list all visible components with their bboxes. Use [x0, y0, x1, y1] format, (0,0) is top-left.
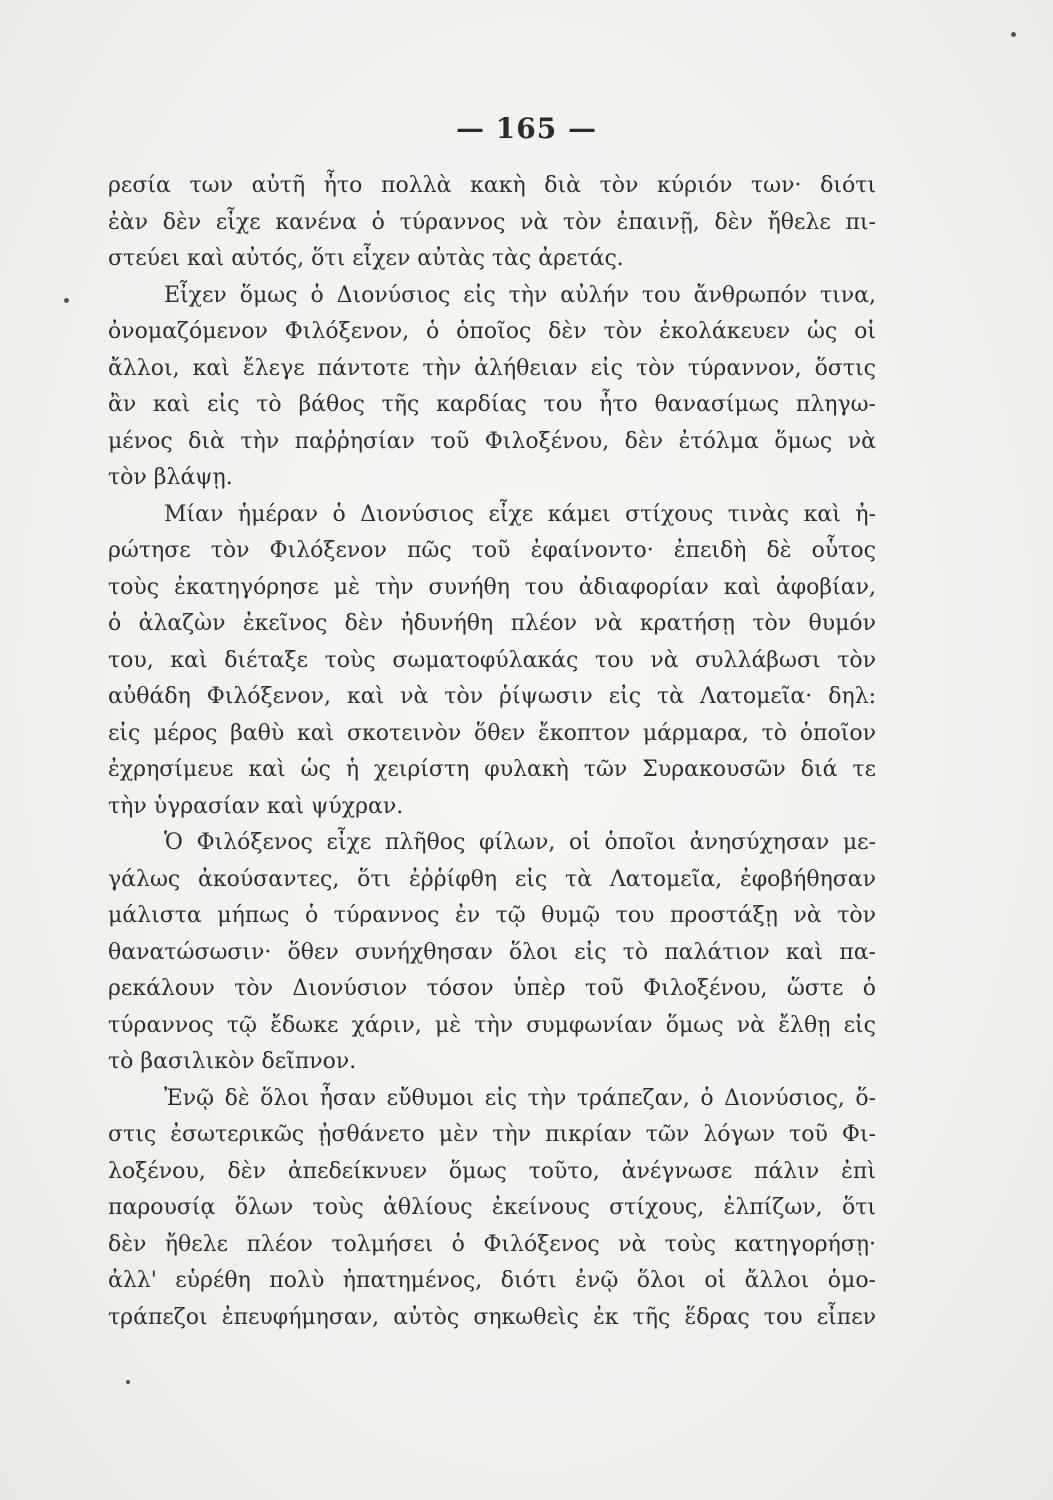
text-line: τοὺς ἐκατηγόρησε μὲ τὴν συνήθη του ἀδιαφορίαν καὶ ἀφοβίαν, [108, 574, 876, 600]
text-line: τράπεζοι ἐπευφήμησαν, αὐτὸς σηκωθεὶς ἐκ τῆς ἕδρας του εἶπεν [108, 1304, 876, 1330]
text-line: Ἐνῷ δὲ ὅλοι ἦσαν εὔθυμοι εἰς τὴν τράπεζαν, ὁ Διονύσιος, ὅ- [164, 1085, 876, 1111]
text-line: τύραννος τῷ ἔδωκε χάριν, μὲ τὴν συμφωνίαν ὅμως νὰ ἔλθῃ εἰς [108, 1012, 876, 1038]
text-line: τὸ βασιλικὸν δεῖπνον. [108, 1049, 357, 1074]
text-line: στεύει καὶ αὐτός, ὅτι εἶχεν αὐτὰς τὰς ἀρετάς. [108, 246, 624, 271]
text-line: ὁ ἀλαζὼν ἐκεῖνος δὲν ἠδυνήθη πλέον νὰ κρατήσῃ τὸν θυμόν [108, 611, 876, 636]
text-line: Μίαν ἡμέραν ὁ Διονύσιος εἶχε κάμει στίχους τινὰς καὶ ἠ- [164, 501, 876, 527]
ink-speck [1011, 32, 1016, 37]
text-line: ἐχρησίμευε καὶ ὡς ἡ χειρίστη φυλακὴ τῶν Συρακουσῶν διά τε [108, 757, 876, 782]
page-number-header: — 165 — [456, 112, 597, 145]
body-text [108, 168, 876, 1336]
ink-speck [126, 1380, 130, 1384]
text-line: τὴν ὑγρασίαν καὶ ψύχραν. [108, 793, 404, 819]
text-line: ρώτησε τὸν Φιλόξενον πῶς τοῦ ἐφαίνοντο· ἐπειδὴ δὲ οὗτος [108, 538, 876, 563]
text-line: ἀλλ' εὑρέθη πολὺ ἠπατημένος, διότι ἐνῷ ὅλοι οἱ ἄλλοι ὁμο- [108, 1268, 876, 1293]
text-line: εἰς μέρος βαθὺ καὶ σκοτεινὸν ὅθεν ἔκοπτον μάρμαρα, τὸ ὁποῖον [108, 720, 876, 746]
paragraph [108, 825, 876, 1081]
paragraph [108, 168, 876, 278]
paragraph [108, 497, 876, 826]
text-line: λοξένου, δὲν ἀπεδείκνυεν ὅμως τοῦτο, ἀνέγνωσε πάλιν ἐπὶ [108, 1158, 876, 1184]
text-line: ἐὰν δὲν εἶχε κανένα ὁ τύραννος νὰ τὸν ἐπαινῇ, δὲν ἤθελε πι- [108, 209, 876, 235]
text-line: θανατώσωσιν· ὅθεν συνήχθησαν ὅλοι εἰς τὸ παλάτιον καὶ πα- [108, 939, 876, 965]
paragraph [108, 1081, 876, 1337]
ink-speck [64, 298, 69, 303]
text-line: στις ἐσωτερικῶς ᾐσθάνετο μὲν τὴν πικρίαν τῶν λόγων τοῦ Φι- [108, 1122, 876, 1147]
text-line: μένος διὰ τὴν παῤῥησίαν τοῦ Φιλοξένου, δὲν ἐτόλμα ὅμως νὰ [108, 428, 876, 454]
text-line: ρεσία των αὐτῆ ἦτο πολλὰ κακὴ διὰ τὸν κύριόν των· διότι [108, 173, 876, 198]
text-line: ὀνομαζόμενον Φιλόξενον, ὁ ὁποῖος δὲν τὸν ἐκολάκευεν ὡς οἱ [108, 319, 876, 344]
text-line: Εἶχεν ὅμως ὁ Διονύσιος εἰς τὴν αὐλήν του ἄνθρωπόν τινα, [164, 282, 876, 308]
text-line: τὸν βλάψῃ. [108, 465, 233, 490]
text-line: του, καὶ διέταξε τοὺς σωματοφύλακάς του νὰ συλλάβωσι τὸν [108, 647, 876, 673]
text-line: αὐθάδη Φιλόξενον, καὶ νὰ τὸν ῥίψωσιν εἰς τὰ Λατομεῖα· δηλ: [108, 684, 876, 709]
text-line: ἄλλοι, καὶ ἔλεγε πάντοτε τὴν ἀλήθειαν εἰς τὸν τύραννον, ὅστις [108, 355, 876, 381]
text-line: γάλως ἀκούσαντες, ὅτι ἐῤῥίφθη εἰς τὰ Λατομεῖα, ἐφοβήθησαν [108, 866, 876, 892]
text-line: παρουσίᾳ ὅλων τοὺς ἀθλίους ἐκείνους στίχους, ἐλπίζων, ὅτι [108, 1195, 876, 1220]
paragraph [108, 278, 876, 497]
text-line: μάλιστα μήπως ὁ τύραννος ἐν τῷ θυμῷ του προστάξῃ νὰ τὸν [108, 903, 876, 928]
text-line: δὲν ἤθελε πλέον τολμήσει ὁ Φιλόξενος νὰ τοὺς κατηγορήσῃ· [108, 1231, 876, 1257]
text-line: ἂν καὶ εἰς τὸ βάθος τῆς καρδίας του ἦτο θανασίμως πληγω- [108, 392, 876, 417]
text-line: Ὁ Φιλόξενος εἶχε πλῆθος φίλων, οἱ ὁποῖοι ἀνησύχησαν με- [164, 830, 876, 855]
text-line: ρεκάλουν τὸν Διονύσιον τόσον ὑπὲρ τοῦ Φιλοξένου, ὥστε ὁ [108, 976, 876, 1001]
